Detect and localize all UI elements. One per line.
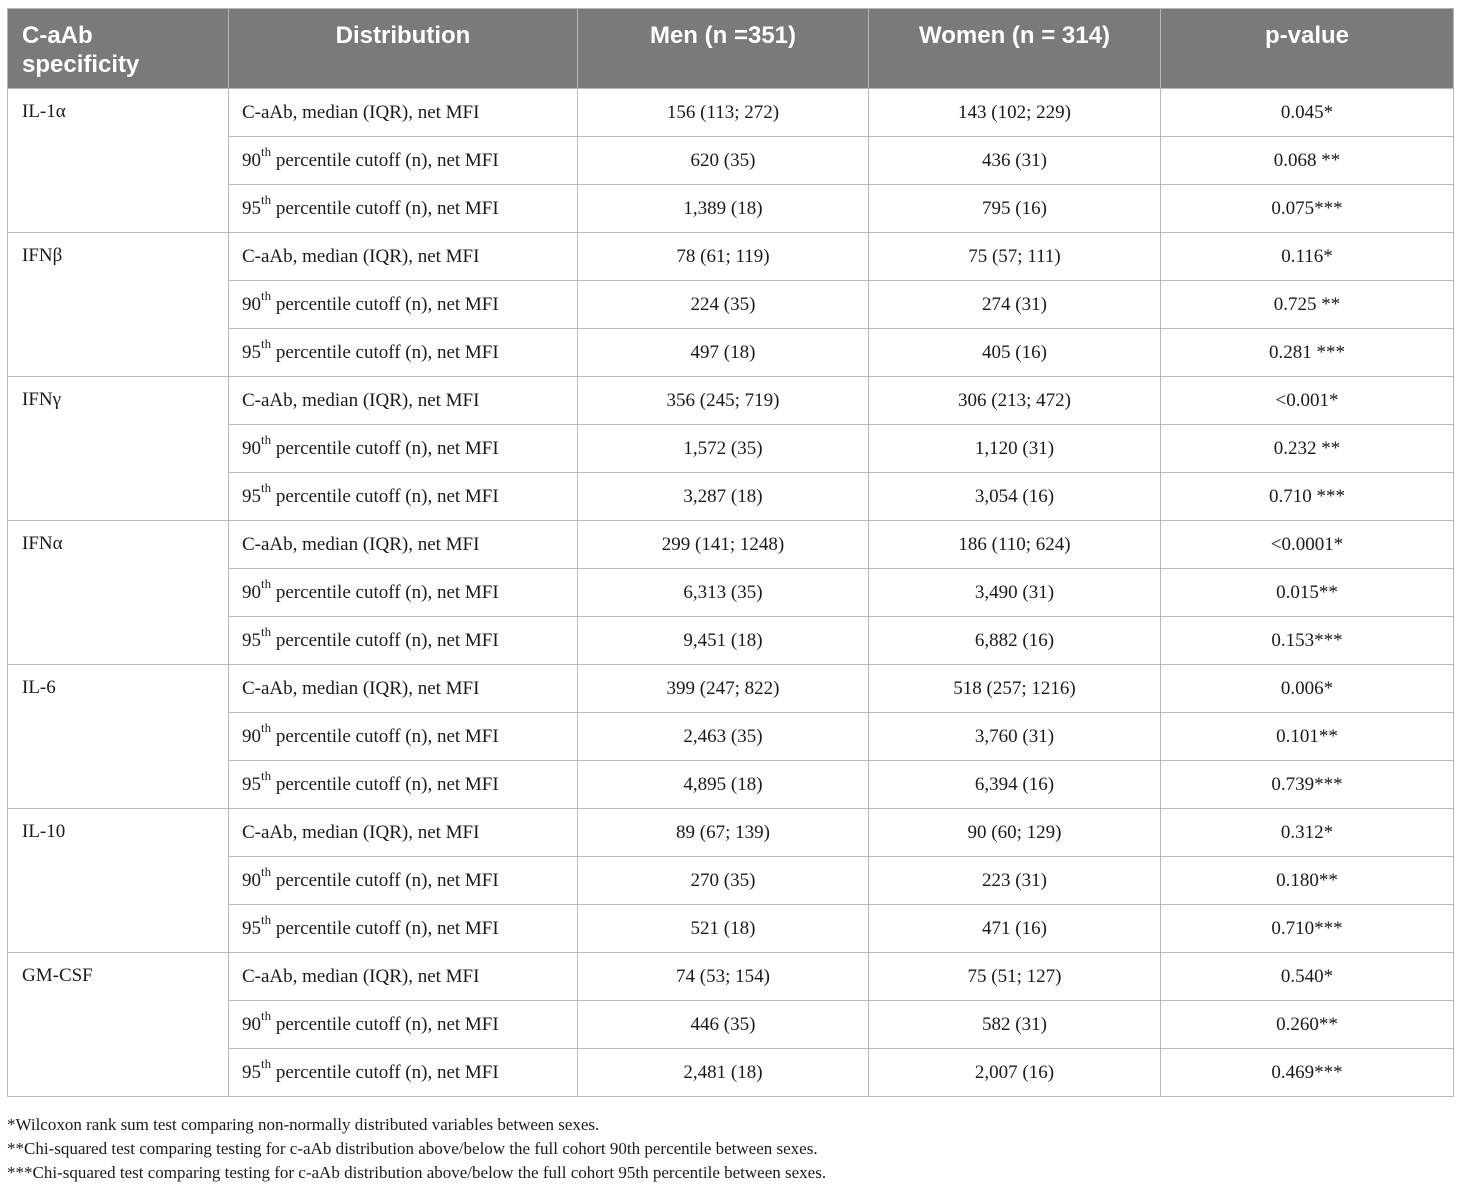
women-value-cell: 405 (16)	[869, 329, 1161, 377]
p-value-cell: <0.001*	[1161, 377, 1454, 425]
men-value-cell: 1,572 (35)	[578, 425, 869, 473]
distribution-text: 90	[242, 1013, 261, 1035]
men-value-cell: 78 (61; 119)	[578, 233, 869, 281]
distribution-text: C-aAb, median (IQR), net MFI	[242, 245, 480, 267]
ordinal-superscript: th	[261, 480, 272, 496]
distribution-text: 95	[242, 773, 261, 795]
ordinal-superscript: th	[261, 336, 272, 352]
women-value-cell: 518 (257; 1216)	[869, 665, 1161, 713]
distribution-cell	[229, 569, 578, 617]
women-value-cell: 3,490 (31)	[869, 569, 1161, 617]
men-value-cell: 74 (53; 154)	[578, 953, 869, 1001]
p-value-cell: 0.232 **	[1161, 425, 1454, 473]
specificity-cell: IFNγ	[8, 377, 229, 521]
data-table-container	[7, 8, 1453, 1097]
ordinal-superscript: th	[261, 192, 272, 208]
specificity-cell: IL-6	[8, 665, 229, 809]
women-value-cell: 274 (31)	[869, 281, 1161, 329]
specificity-cell: IL-1α	[8, 89, 229, 233]
specificity-cell: IFNα	[8, 521, 229, 665]
header-row	[8, 9, 1454, 89]
distribution-text: 90	[242, 149, 261, 171]
men-value-cell: 399 (247; 822)	[578, 665, 869, 713]
distribution-text: C-aAb, median (IQR), net MFI	[242, 389, 480, 411]
ordinal-superscript: th	[261, 864, 272, 880]
table-header	[8, 9, 1454, 89]
women-value-cell: 186 (110; 624)	[869, 521, 1161, 569]
distribution-text-suffix: percentile cutoff (n), net MFI	[271, 581, 499, 603]
p-value-cell: 0.739***	[1161, 761, 1454, 809]
distribution-cell	[229, 185, 578, 233]
women-value-cell: 471 (16)	[869, 905, 1161, 953]
footnote-wilcoxon: *Wilcoxon rank sum test comparing non-normally distributed variables between sexes.	[7, 1115, 600, 1134]
women-value-cell: 143 (102; 229)	[869, 89, 1161, 137]
p-value-cell: 0.469***	[1161, 1049, 1454, 1097]
p-value-cell: 0.312*	[1161, 809, 1454, 857]
women-value-cell: 306 (213; 472)	[869, 377, 1161, 425]
distribution-text-suffix: percentile cutoff (n), net MFI	[271, 917, 499, 939]
men-value-cell: 89 (67; 139)	[578, 809, 869, 857]
p-value-cell: 0.045*	[1161, 89, 1454, 137]
distribution-text-suffix: percentile cutoff (n), net MFI	[271, 725, 499, 747]
distribution-text-suffix: percentile cutoff (n), net MFI	[271, 1013, 499, 1035]
ordinal-superscript: th	[261, 720, 272, 736]
distribution-text: C-aAb, median (IQR), net MFI	[242, 533, 480, 555]
distribution-text-suffix: percentile cutoff (n), net MFI	[271, 629, 499, 651]
women-value-cell: 795 (16)	[869, 185, 1161, 233]
table-body	[8, 89, 1454, 1097]
table-row	[8, 521, 1454, 569]
p-value-cell: 0.006*	[1161, 665, 1454, 713]
ordinal-superscript: th	[261, 1056, 272, 1072]
women-value-cell: 223 (31)	[869, 857, 1161, 905]
header-men: Men (n =351)	[578, 9, 869, 89]
table-row	[8, 809, 1454, 857]
men-value-cell: 156 (113; 272)	[578, 89, 869, 137]
specificity-cell: GM-CSF	[8, 953, 229, 1097]
p-value-cell: 0.101**	[1161, 713, 1454, 761]
distribution-text: 95	[242, 629, 261, 651]
table-row	[8, 377, 1454, 425]
women-value-cell: 3,054 (16)	[869, 473, 1161, 521]
distribution-text-suffix: percentile cutoff (n), net MFI	[271, 341, 499, 363]
p-value-cell: 0.540*	[1161, 953, 1454, 1001]
women-value-cell: 75 (57; 111)	[869, 233, 1161, 281]
distribution-text: C-aAb, median (IQR), net MFI	[242, 965, 480, 987]
table-row	[8, 89, 1454, 137]
distribution-cell	[229, 425, 578, 473]
table-row	[8, 953, 1454, 1001]
distribution-cell	[229, 617, 578, 665]
ordinal-superscript: th	[261, 912, 272, 928]
distribution-cell	[229, 761, 578, 809]
men-value-cell: 9,451 (18)	[578, 617, 869, 665]
men-value-cell: 356 (245; 719)	[578, 377, 869, 425]
distribution-text: C-aAb, median (IQR), net MFI	[242, 821, 480, 843]
specificity-cell: IFNβ	[8, 233, 229, 377]
men-value-cell: 3,287 (18)	[578, 473, 869, 521]
p-value-cell: 0.180**	[1161, 857, 1454, 905]
women-value-cell: 90 (60; 129)	[869, 809, 1161, 857]
men-value-cell: 521 (18)	[578, 905, 869, 953]
distribution-text-suffix: percentile cutoff (n), net MFI	[271, 197, 499, 219]
distribution-cell	[229, 665, 578, 713]
distribution-text: C-aAb, median (IQR), net MFI	[242, 101, 480, 123]
distribution-cell	[229, 473, 578, 521]
women-value-cell: 75 (51; 127)	[869, 953, 1161, 1001]
distribution-cell	[229, 1001, 578, 1049]
distribution-cell	[229, 89, 578, 137]
men-value-cell: 224 (35)	[578, 281, 869, 329]
distribution-text-suffix: percentile cutoff (n), net MFI	[271, 773, 499, 795]
distribution-cell	[229, 329, 578, 377]
men-value-cell: 2,463 (35)	[578, 713, 869, 761]
distribution-cell	[229, 713, 578, 761]
men-value-cell: 270 (35)	[578, 857, 869, 905]
men-value-cell: 299 (141; 1248)	[578, 521, 869, 569]
p-value-cell: 0.116*	[1161, 233, 1454, 281]
p-value-cell: 0.015**	[1161, 569, 1454, 617]
footnotes	[7, 1113, 826, 1185]
distribution-text: 90	[242, 869, 261, 891]
p-value-cell: 0.075***	[1161, 185, 1454, 233]
distribution-text-suffix: percentile cutoff (n), net MFI	[271, 437, 499, 459]
distribution-text-suffix: percentile cutoff (n), net MFI	[271, 485, 499, 507]
footnote-chi-squared-95: ***Chi-squared test comparing testing for c-aAb distribution above/below the full cohort 95th percentile between sexes.	[7, 1163, 827, 1182]
ordinal-superscript: th	[261, 432, 272, 448]
distribution-cell	[229, 233, 578, 281]
distribution-cell	[229, 809, 578, 857]
distribution-text: 90	[242, 581, 261, 603]
men-value-cell: 1,389 (18)	[578, 185, 869, 233]
distribution-cell	[229, 137, 578, 185]
women-value-cell: 1,120 (31)	[869, 425, 1161, 473]
women-value-cell: 2,007 (16)	[869, 1049, 1161, 1097]
women-value-cell: 6,394 (16)	[869, 761, 1161, 809]
men-value-cell: 446 (35)	[578, 1001, 869, 1049]
men-value-cell: 497 (18)	[578, 329, 869, 377]
women-value-cell: 582 (31)	[869, 1001, 1161, 1049]
men-value-cell: 4,895 (18)	[578, 761, 869, 809]
p-value-cell: <0.0001*	[1161, 521, 1454, 569]
distribution-cell	[229, 857, 578, 905]
p-value-cell: 0.281 ***	[1161, 329, 1454, 377]
distribution-text: 95	[242, 485, 261, 507]
men-value-cell: 620 (35)	[578, 137, 869, 185]
header-specificity: C-aAb specificity	[8, 9, 229, 89]
p-value-cell: 0.068 **	[1161, 137, 1454, 185]
ordinal-superscript: th	[261, 624, 272, 640]
men-value-cell: 2,481 (18)	[578, 1049, 869, 1097]
women-value-cell: 6,882 (16)	[869, 617, 1161, 665]
men-value-cell: 6,313 (35)	[578, 569, 869, 617]
data-table	[7, 8, 1454, 1097]
ordinal-superscript: th	[261, 288, 272, 304]
ordinal-superscript: th	[261, 576, 272, 592]
header-distribution: Distribution	[229, 9, 578, 89]
ordinal-superscript: th	[261, 144, 272, 160]
distribution-text: C-aAb, median (IQR), net MFI	[242, 677, 480, 699]
distribution-text: 95	[242, 341, 261, 363]
p-value-cell: 0.725 **	[1161, 281, 1454, 329]
distribution-text-suffix: percentile cutoff (n), net MFI	[271, 1061, 499, 1083]
distribution-text-suffix: percentile cutoff (n), net MFI	[271, 149, 499, 171]
p-value-cell: 0.710 ***	[1161, 473, 1454, 521]
distribution-cell	[229, 521, 578, 569]
distribution-cell	[229, 377, 578, 425]
distribution-cell	[229, 1049, 578, 1097]
distribution-text: 95	[242, 917, 261, 939]
table-row	[8, 233, 1454, 281]
distribution-text: 95	[242, 197, 261, 219]
distribution-cell	[229, 953, 578, 1001]
distribution-cell	[229, 905, 578, 953]
p-value-cell: 0.260**	[1161, 1001, 1454, 1049]
ordinal-superscript: th	[261, 1008, 272, 1024]
footnote-chi-squared-90: **Chi-squared test comparing testing for c-aAb distribution above/below the full cohort 90th percentile between sexes.	[7, 1139, 818, 1158]
distribution-text: 90	[242, 725, 261, 747]
ordinal-superscript: th	[261, 768, 272, 784]
distribution-text: 90	[242, 293, 261, 315]
p-value-cell: 0.153***	[1161, 617, 1454, 665]
distribution-text: 90	[242, 437, 261, 459]
distribution-text-suffix: percentile cutoff (n), net MFI	[271, 869, 499, 891]
distribution-cell	[229, 281, 578, 329]
specificity-cell: IL-10	[8, 809, 229, 953]
header-p-value: p-value	[1161, 9, 1454, 89]
header-women: Women (n = 314)	[869, 9, 1161, 89]
distribution-text-suffix: percentile cutoff (n), net MFI	[271, 293, 499, 315]
p-value-cell: 0.710***	[1161, 905, 1454, 953]
women-value-cell: 436 (31)	[869, 137, 1161, 185]
distribution-text: 95	[242, 1061, 261, 1083]
women-value-cell: 3,760 (31)	[869, 713, 1161, 761]
table-row	[8, 665, 1454, 713]
